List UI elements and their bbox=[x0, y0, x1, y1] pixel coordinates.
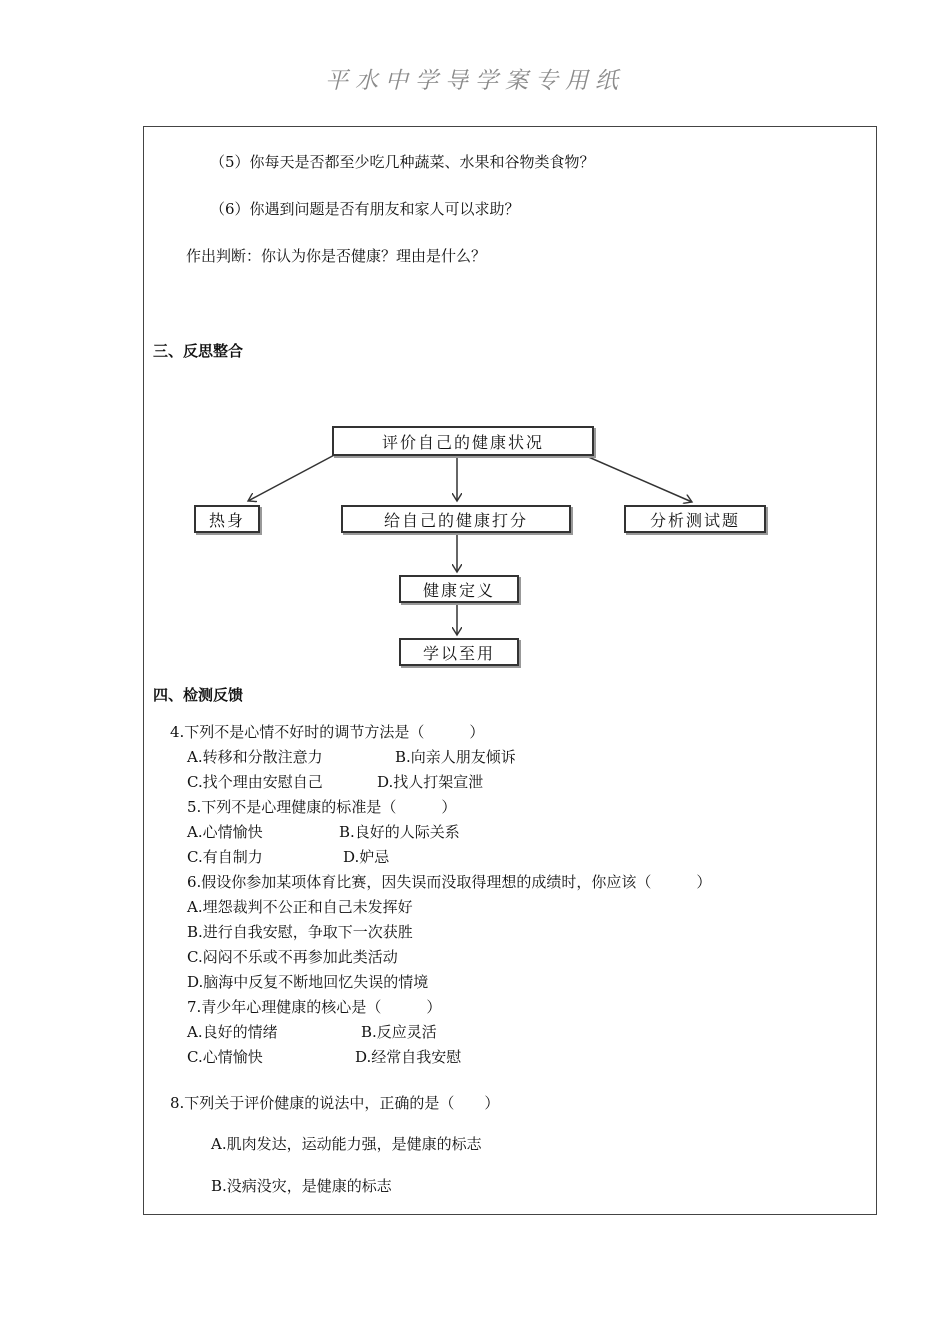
page-header-title: 平水中学导学案专用纸 bbox=[325, 68, 625, 94]
section-3-title: 三、反思整合 bbox=[153, 342, 244, 360]
q6-stem: 6.假设你参加某项体育比赛，因失误而没取得理想的成绩时，你应该（ ） bbox=[187, 873, 712, 891]
question-6-text: （6）你遇到问题是否有朋友和家人可以求助？ bbox=[210, 200, 520, 218]
q8-option-b: B.没病没灾，是健康的标志 bbox=[211, 1177, 392, 1195]
q6-option-a: A.埋怨裁判不公正和自己未发挥好 bbox=[187, 898, 413, 916]
arrow-to-warmup bbox=[248, 452, 340, 501]
flow-box-definition: 健康定义 bbox=[399, 575, 519, 603]
judgement-prompt: 作出判断：你认为你是否健康？理由是什么？ bbox=[186, 247, 487, 265]
q4-option-b: B.向亲人朋友倾诉 bbox=[395, 748, 516, 766]
q5-option-c: C.有自制力 bbox=[187, 848, 263, 866]
q6-option-b: B.进行自我安慰，争取下一次获胜 bbox=[187, 923, 413, 941]
q5-stem: 5.下列不是心理健康的标准是（ ） bbox=[187, 798, 457, 816]
q4-option-c: C.找个理由安慰自己 bbox=[187, 773, 323, 791]
q8-stem: 8.下列关于评价健康的说法中，正确的是（ ） bbox=[170, 1094, 500, 1112]
q6-option-d: D.脑海中反复不断地回忆失误的情境 bbox=[187, 973, 429, 991]
flow-box-analysis: 分析测试题 bbox=[624, 505, 766, 533]
q7-option-c: C.心情愉快 bbox=[187, 1048, 263, 1066]
q7-stem: 7.青少年心理健康的核心是（ ） bbox=[187, 998, 442, 1016]
q5-option-a: A.心情愉快 bbox=[187, 823, 263, 841]
q4-stem: 4.下列不是心情不好时的调节方法是（ ） bbox=[170, 723, 485, 741]
q7-option-d: D.经常自我安慰 bbox=[355, 1048, 462, 1066]
q7-option-a: A.良好的情绪 bbox=[187, 1023, 278, 1041]
q5-option-d: D.妒忌 bbox=[343, 848, 390, 866]
q7-option-b: B.反应灵活 bbox=[361, 1023, 437, 1041]
section-4-title: 四、检测反馈 bbox=[153, 686, 244, 704]
flow-box-warmup: 热身 bbox=[194, 505, 260, 533]
q8-option-a: A.肌肉发达，运动能力强，是健康的标志 bbox=[211, 1135, 482, 1153]
q4-option-a: A.转移和分散注意力 bbox=[187, 748, 323, 766]
flow-box-root: 评价自己的健康状况 bbox=[332, 426, 594, 456]
q4-option-d: D.找人打架宣泄 bbox=[377, 773, 484, 791]
flow-box-score: 给自己的健康打分 bbox=[341, 505, 571, 533]
flow-box-apply: 学以至用 bbox=[399, 638, 519, 666]
q6-option-c: C.闷闷不乐或不再参加此类活动 bbox=[187, 948, 398, 966]
arrow-to-analysis bbox=[577, 452, 692, 502]
question-5-text: （5）你每天是否都至少吃几种蔬菜、水果和谷物类食物？ bbox=[210, 153, 595, 171]
q5-option-b: B.良好的人际关系 bbox=[339, 823, 460, 841]
